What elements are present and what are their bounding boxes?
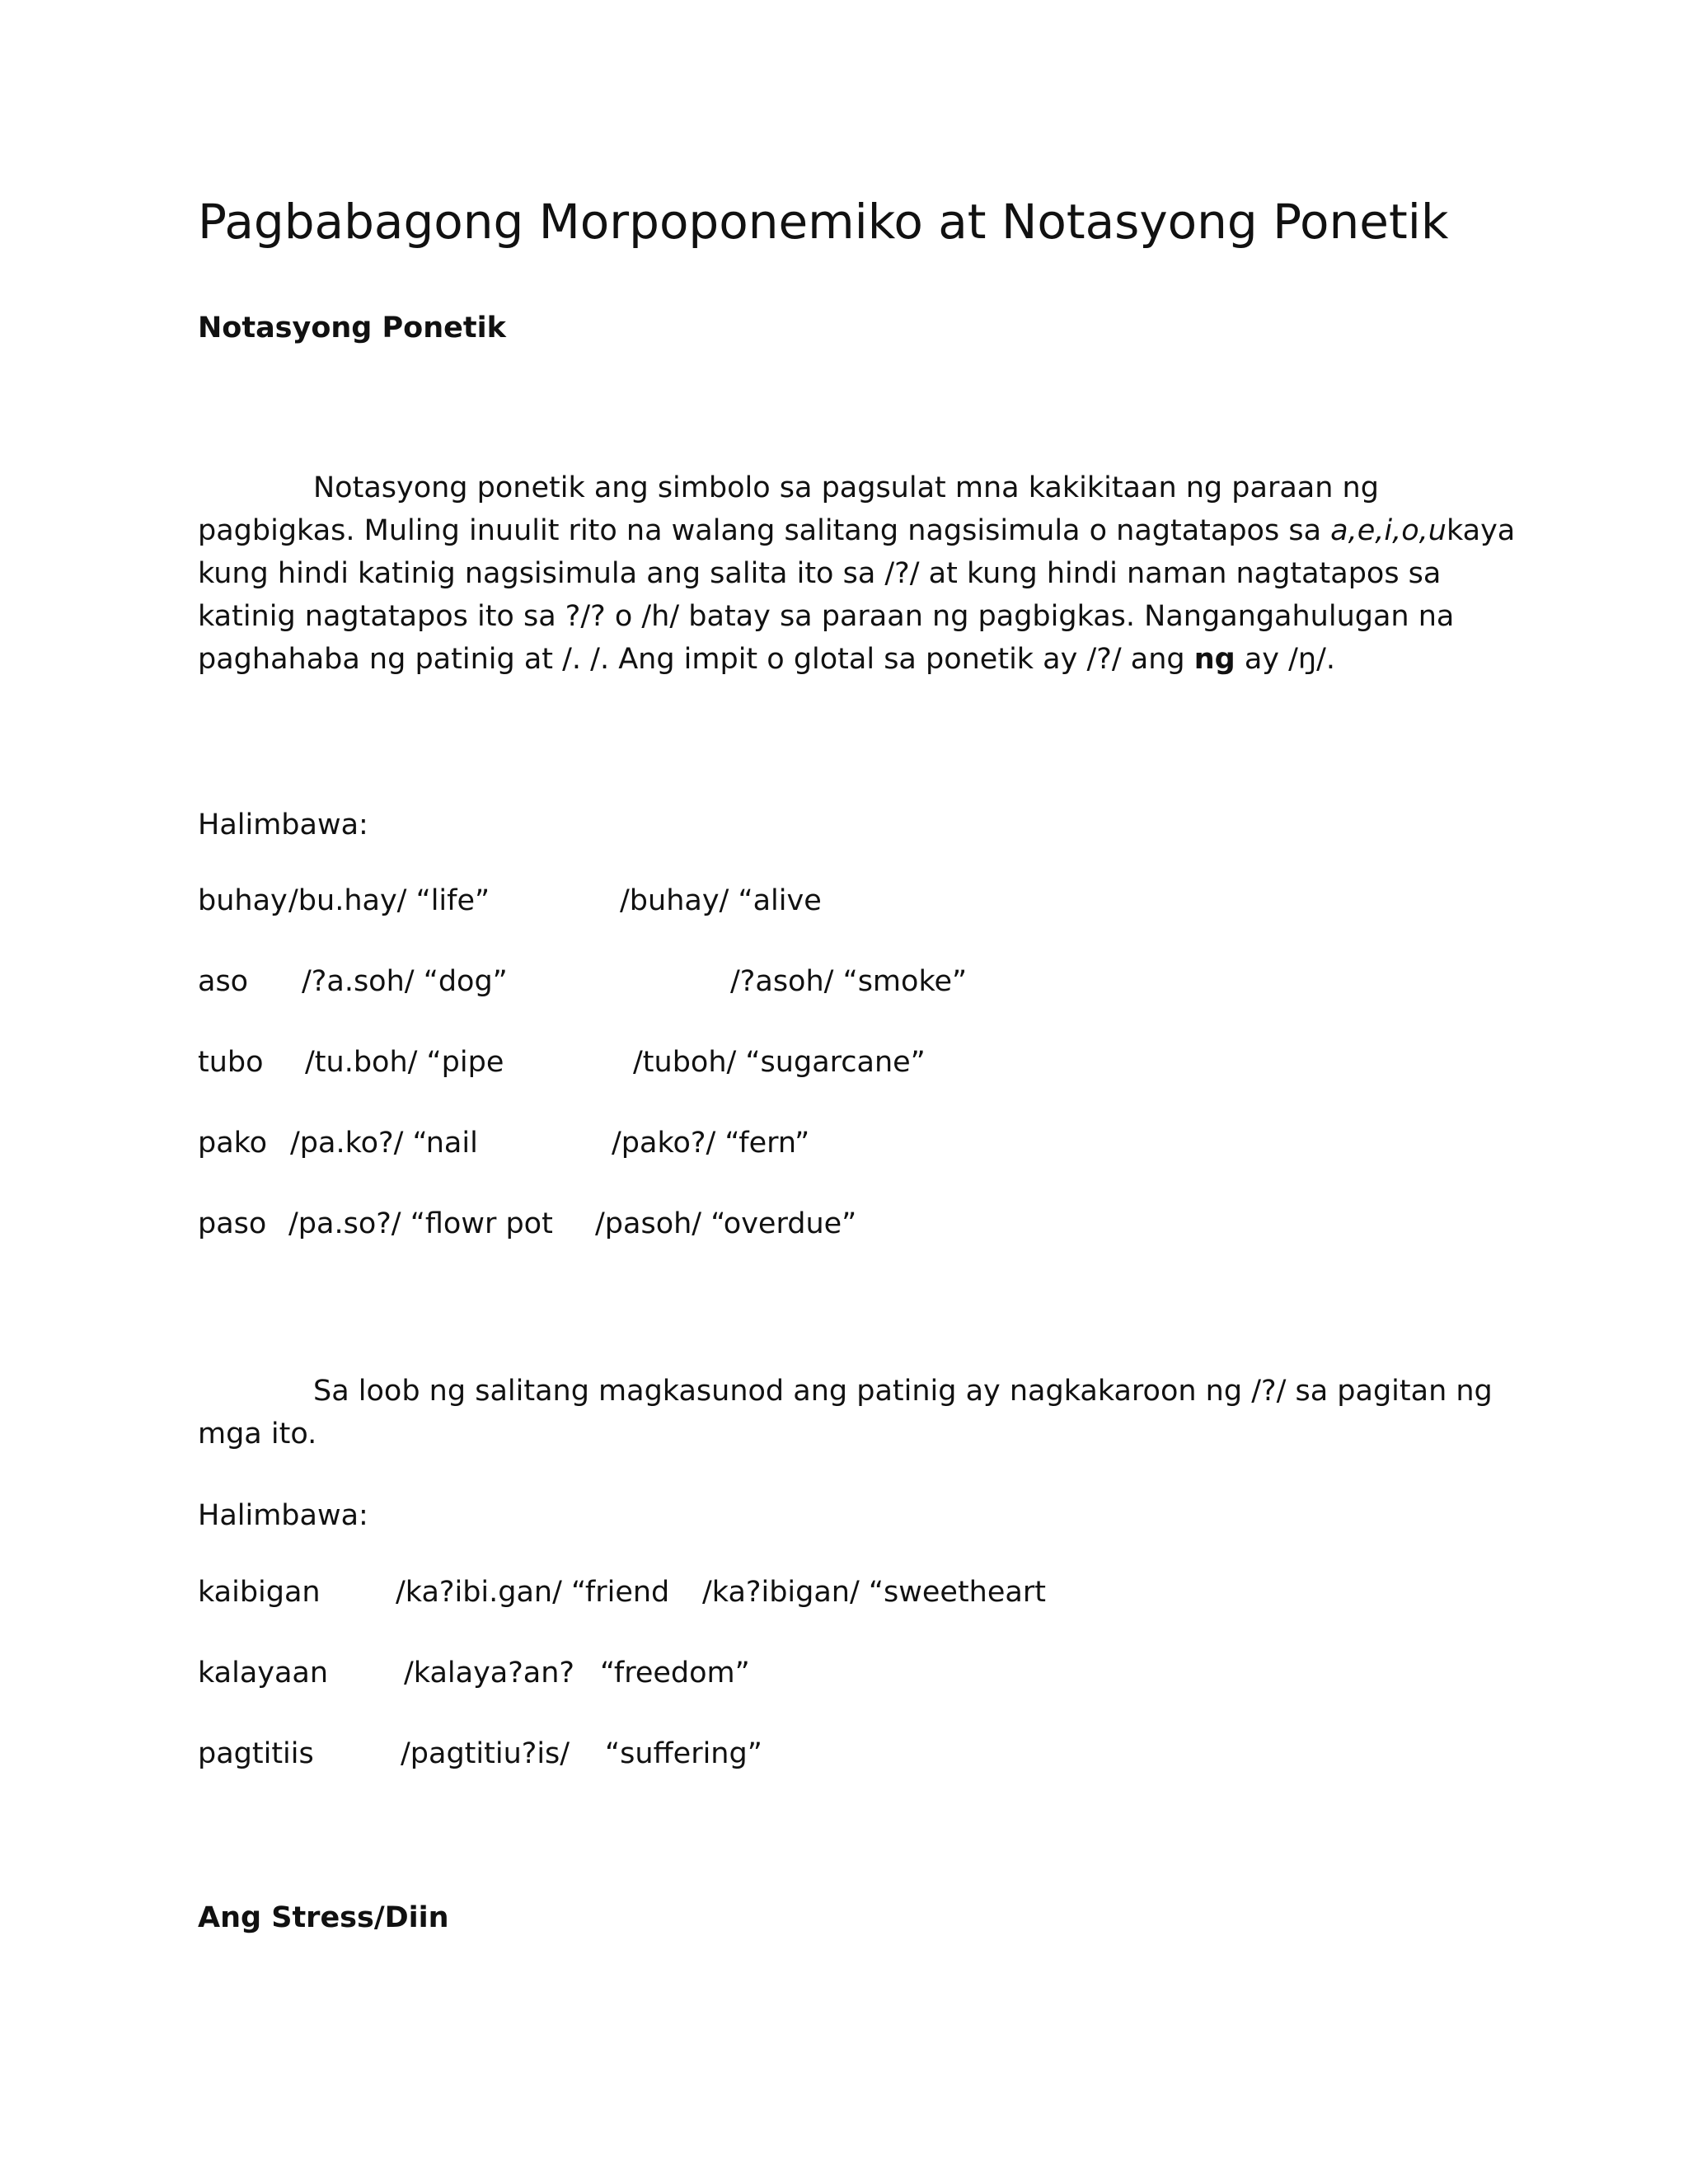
example-phonetic: /pagtitiu?is/ bbox=[401, 1737, 570, 1770]
paragraph-text: paghahaba ng patinig at /. /. Ang impit o glotal sa ponetik ay /?/ ang bbox=[198, 643, 1194, 676]
section-heading-ang-stress-diin: Ang Stress/Diin bbox=[198, 1901, 449, 1934]
example-gloss: “suffering” bbox=[605, 1737, 762, 1770]
vowels-italic: a,e,i,o,u bbox=[1330, 514, 1447, 547]
example-phonetic: /pa.ko?/ “nail bbox=[290, 1127, 478, 1160]
example-phonetic: /bu.hay/ “life” bbox=[288, 884, 490, 917]
paragraph-line: mga ito. bbox=[198, 1418, 317, 1451]
example-phonetic-alt: /ka?ibigan/ “sweetheart bbox=[702, 1576, 1046, 1609]
example-phonetic-alt: /pasoh/ “overdue” bbox=[595, 1207, 857, 1240]
example-word: aso bbox=[198, 965, 249, 998]
example-label: Halimbawa: bbox=[198, 1499, 368, 1532]
example-phonetic: /?a.soh/ “dog” bbox=[302, 965, 508, 998]
paragraph-line: Sa loob ng salitang magkasunod ang patinig ay nagkakaroon ng /?/ sa pagitan ng bbox=[313, 1375, 1493, 1408]
paragraph-line: Notasyong ponetik ang simbolo sa pagsulat mna kakikitaan ng paraan ng bbox=[313, 471, 1379, 504]
example-label: Halimbawa: bbox=[198, 808, 368, 841]
example-phonetic-alt: /?asoh/ “smoke” bbox=[730, 965, 968, 998]
paragraph-notasyong-ponetik bbox=[198, 466, 1516, 681]
example-phonetic: /tu.boh/ “pipe bbox=[305, 1046, 504, 1079]
example-phonetic-alt: /buhay/ “alive bbox=[620, 884, 822, 917]
page-title: Pagbabagong Morpoponemiko at Notasyong Ponetik bbox=[198, 194, 1449, 250]
paragraph-line: katinig nagtatapos ito sa ?/? o /h/ batay sa paraan ng pagbigkas. Nangangahulugan na bbox=[198, 600, 1455, 633]
example-word: buhay bbox=[198, 884, 288, 917]
paragraph-text: ay /ŋ/. bbox=[1235, 643, 1336, 676]
paragraph-line bbox=[198, 509, 1516, 552]
paragraph-line bbox=[198, 638, 1459, 681]
paragraph-text: pagbigkas. Muling inuulit rito na walang salitang nagsisimula o nagtatapos sa bbox=[198, 514, 1331, 547]
example-phonetic: /ka?ibi.gan/ “friend bbox=[396, 1576, 670, 1609]
paragraph-line: kung hindi katinig nagsisimula ang salita ito sa /?/ at kung hindi naman nagtatapos sa bbox=[198, 557, 1442, 590]
example-phonetic: /kalaya?an? bbox=[404, 1657, 575, 1690]
example-word: pako bbox=[198, 1127, 268, 1160]
example-phonetic-alt: /tuboh/ “sugarcane” bbox=[633, 1046, 926, 1079]
paragraph-patinig bbox=[198, 1370, 1493, 1455]
example-phonetic: /pa.so?/ “flowr pot bbox=[288, 1207, 553, 1240]
example-word: tubo bbox=[198, 1046, 264, 1079]
paragraph-text: kaya bbox=[1446, 514, 1516, 547]
ng-bold: ng bbox=[1193, 643, 1236, 676]
example-word: kaibigan bbox=[198, 1576, 321, 1609]
example-phonetic-alt: /pako?/ “fern” bbox=[612, 1127, 810, 1160]
example-gloss: “freedom” bbox=[600, 1657, 750, 1690]
example-word: kalayaan bbox=[198, 1657, 329, 1690]
section-heading-notasyong-ponetik: Notasyong Ponetik bbox=[198, 312, 506, 344]
example-word: pagtitiis bbox=[198, 1737, 314, 1770]
example-word: paso bbox=[198, 1207, 267, 1240]
